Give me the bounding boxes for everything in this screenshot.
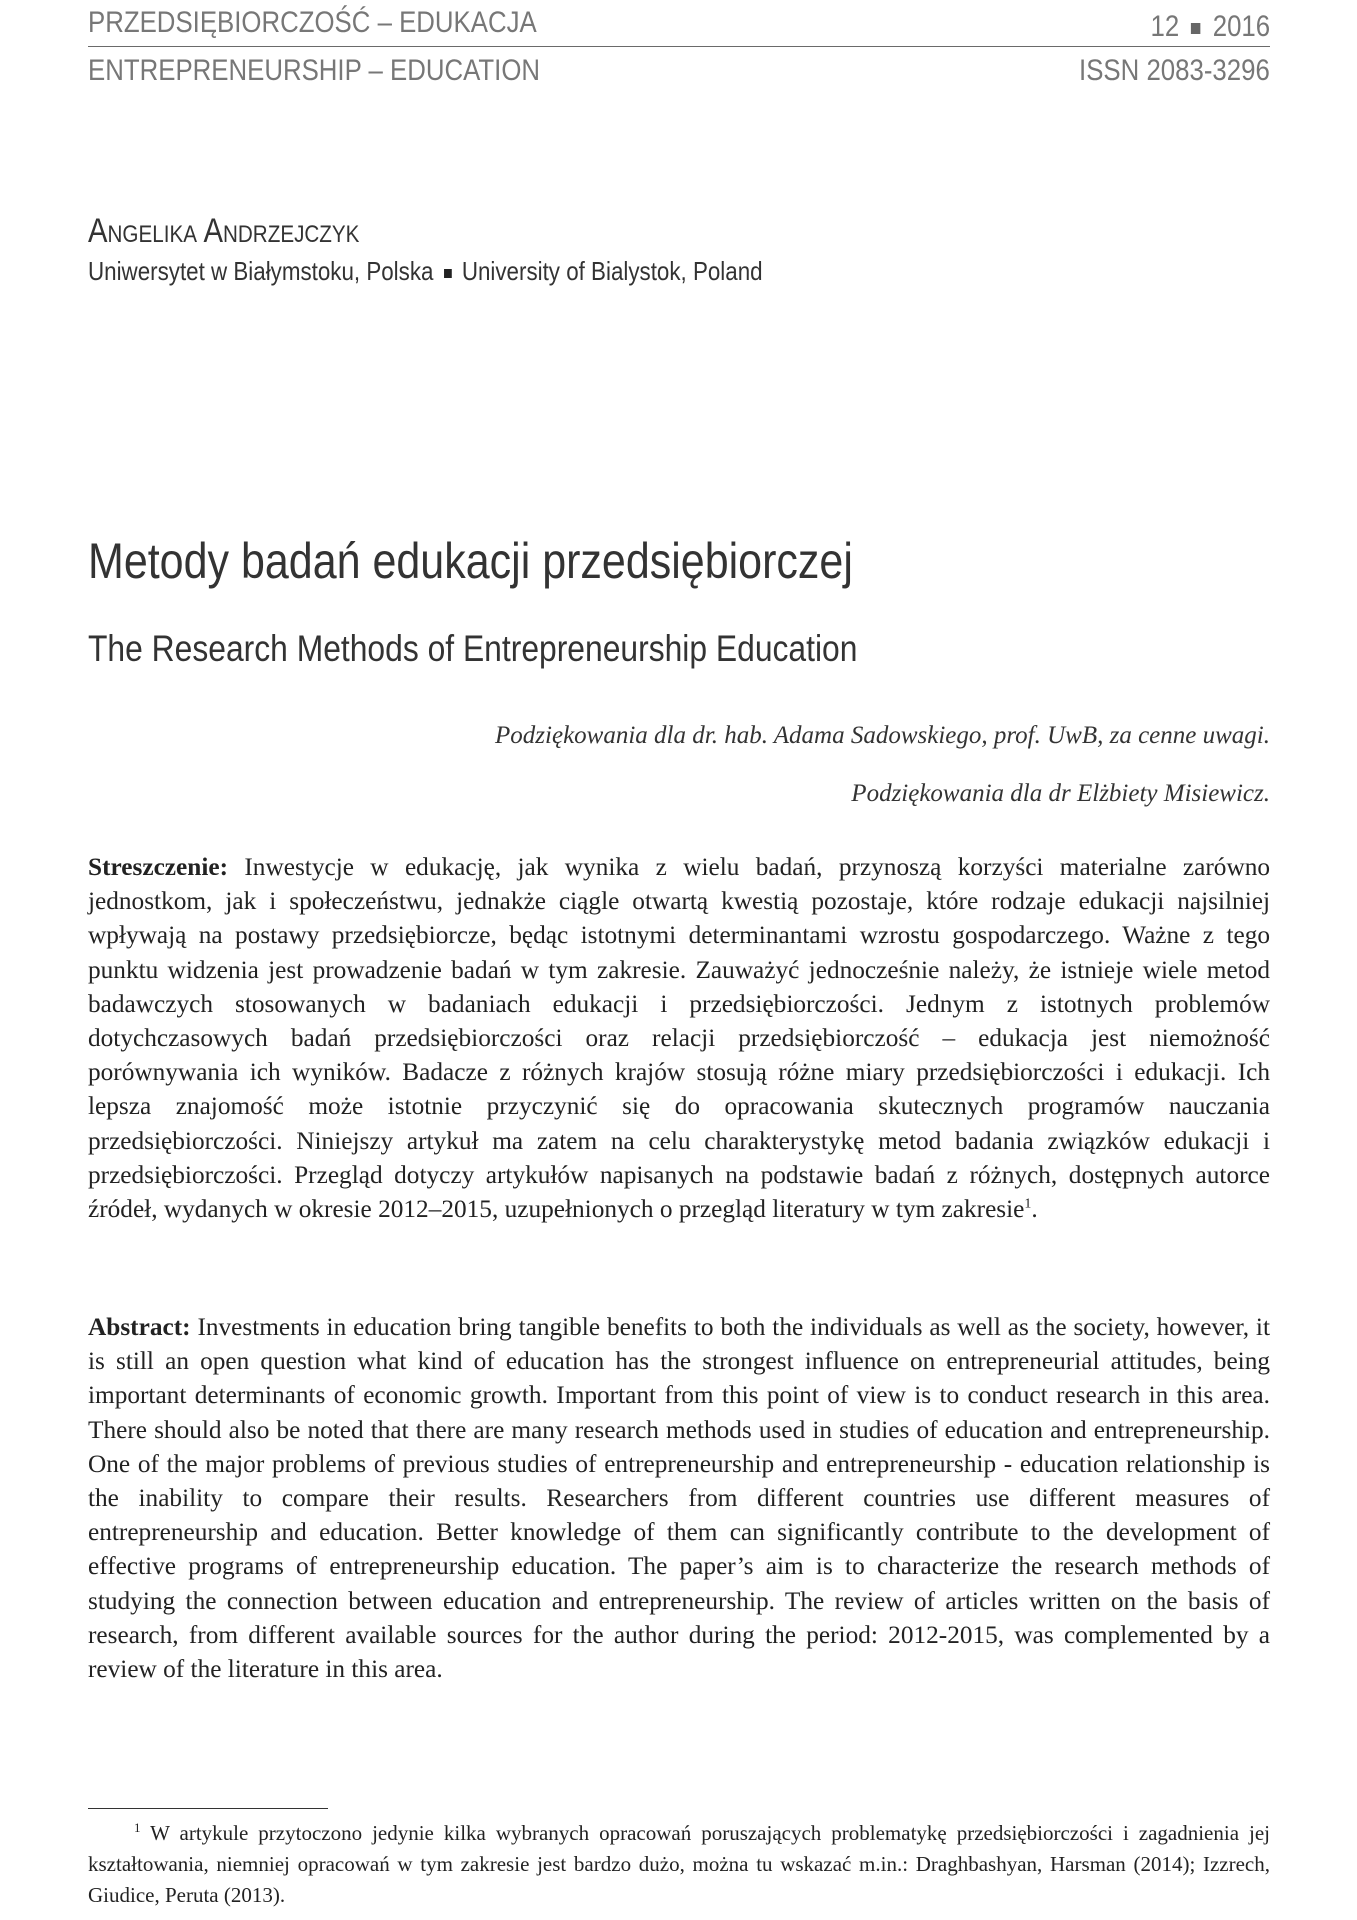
issue-year: 2016	[1212, 10, 1270, 43]
header-rule	[88, 46, 1270, 47]
affiliation-en: University of Bialystok, Poland	[461, 256, 763, 286]
author-name: Angelika Andrzejczyk	[88, 212, 360, 250]
issue-number: 12	[1150, 10, 1180, 43]
abstract-pl-label: Streszczenie:	[88, 853, 228, 881]
footnote-number: 1	[134, 1820, 141, 1835]
acknowledgement-2: Podziękowania dla dr Elżbiety Misiewicz.	[851, 780, 1270, 807]
issn: ISSN 2083-3296	[1079, 54, 1270, 87]
square-bullet-icon	[444, 269, 452, 278]
abstract-english	[88, 1310, 1270, 1686]
journal-title-en: ENTREPRENEURSHIP – EDUCATION	[88, 54, 541, 87]
abstract-polish	[88, 850, 1270, 1226]
affiliation-pl: Uniwersytet w Białymstoku, Polska	[88, 256, 434, 286]
footnote	[88, 1818, 1270, 1911]
abstract-en-text: Investments in education bring tangible benefits to both the individuals as well as the society, however, it is still an open question what kind of education has the strongest influence on entrepreneurial attitudes, being important determinants of economic growth. Important from this point of view is to conduct research in this area. There should also be noted that there are many research methods used in studies of education and entrepreneurship. One of the major problems of previous studies of entrepreneurship and entrepreneurship - education relationship is the inability to compare their results. Researchers from different countries use different measures of entrepreneurship and education. Better knowledge of them can significantly contribute to the development of effective programs of entrepreneurship education. The paper’s aim is to characterize the research methods of studying the connection between education and entrepreneurship. The review of articles written on the basis of research, from different available sources for the author during the period: 2012-2015, was complemented by a review of the literature in this area.	[88, 1313, 1270, 1684]
running-header	[88, 0, 1270, 90]
issue-info	[1150, 10, 1270, 44]
acknowledgement-1: Podziękowania dla dr. hab. Adama Sadowskiego, prof. UwB, za cenne uwagi.	[495, 722, 1270, 749]
journal-title-pl: PRZEDSIĘBIORCZOŚĆ – EDUKACJA	[88, 6, 537, 39]
footnote-ref[interactable]: 1	[1024, 1196, 1032, 1212]
title-polish: Metody badań edukacji przedsiębiorczej	[88, 533, 853, 589]
abstract-en-label: Abstract:	[88, 1313, 191, 1341]
square-bullet-icon	[1191, 23, 1200, 34]
abstract-pl-text: Inwestycje w edukację, jak wynika z wielu badań, przynoszą korzyści materialne zarówno jednostkom, jak i społeczeństwu, jednakże ciągle otwartą kwestią pozostaje, które rodzaje edukacji najsilniej wpływają na postawy przedsiębiorcze, będąc istotnymi determinantami wzrostu gospodarczego. Ważne z tego punktu widzenia jest prowadzenie badań w tym zakresie. Zauważyć jednocześnie należy, że istnieje wiele metod badawczych stosowanych w badaniach edukacji i przedsiębiorczości. Jednym z istotnych problemów dotychczasowych badań przedsiębiorczości oraz relacji przedsiębiorczość – edukacja jest niemożność porównywania ich wyników. Badacze z różnych krajów stosują różne miary przedsiębiorczości i edukacji. Ich lepsza znajomość może istotnie przyczynić się do opracowania skutecznych programów nauczania przedsiębiorczości. Niniejszy artykuł ma zatem na celu charakterystykę metod badania związków edukacji i przedsiębiorczości. Przegląd dotyczy artykułów napisanych na podstawie badań z różnych, dostępnych autorce źródeł, wydanych w okresie 2012–2015, uzupełnionych o przegląd literatury w tym zakresie	[88, 853, 1271, 1224]
footnote-text: W artykule przytoczono jedynie kilka wybranych opracowań poruszających problematykę przedsiębiorczości i zagadnienia jej kształtowania, niemniej opracowań w tym zakresie jest bardzo dużo, można tu wskazać m.in.: Draghbashyan, Harsman (2014); Izzrech, Giudice, Peruta (2013).	[88, 1821, 1270, 1907]
author-affiliation	[88, 256, 763, 287]
footnote-rule	[88, 1808, 328, 1809]
title-english: The Research Methods of Entrepreneurship Education	[88, 628, 858, 669]
abstract-pl-end: .	[1031, 1195, 1038, 1224]
